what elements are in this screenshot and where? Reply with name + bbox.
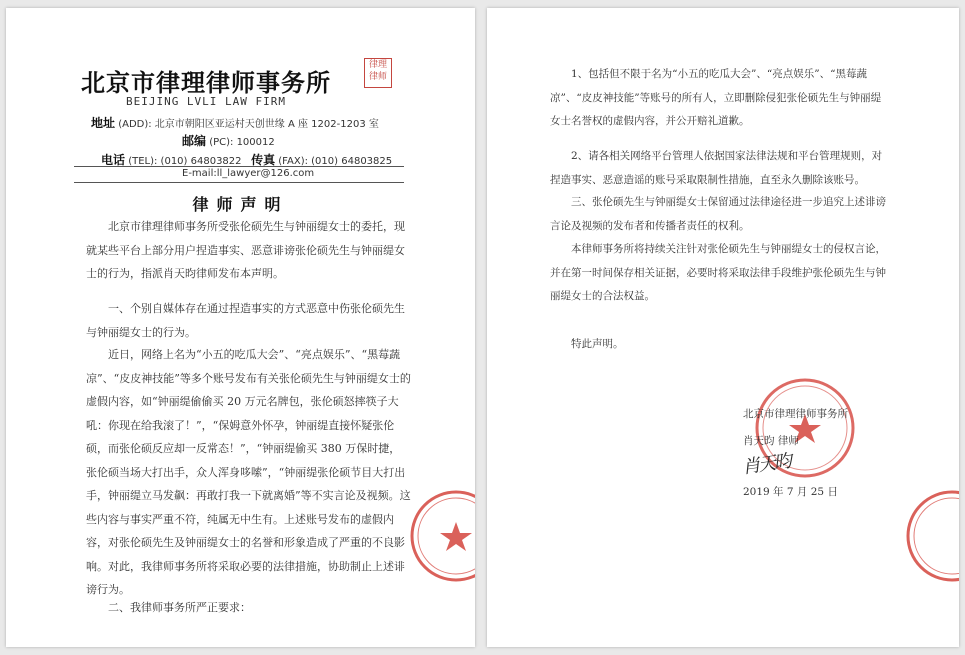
seal-stamp-left	[406, 486, 475, 586]
signature-firm: 北京市律理律师事务所	[743, 408, 848, 420]
header-rule-bottom	[74, 182, 404, 183]
paragraph-section-two: 二、我律师事务所严正要求：	[108, 601, 251, 614]
fax-label: 传真	[251, 153, 276, 167]
address-value: (ADD): 北京市朝阳区亚运村天创世缘 A 座 1202-1203 室	[118, 119, 379, 130]
email-line	[182, 168, 314, 179]
seal-stamp-right-edge	[902, 486, 959, 586]
fax-value: (FAX): (010) 64803825	[278, 156, 393, 167]
signature-mark: 肖天昀	[740, 450, 792, 479]
firm-logo-text: 律理律师	[368, 60, 387, 82]
firm-name-en: BEIJING LVLI LAW FIRM	[125, 95, 287, 108]
address-line	[91, 114, 379, 131]
letter-page-right	[487, 8, 959, 647]
postcode-label: 邮编	[182, 134, 207, 148]
signature-lawyer: 肖天昀 律师	[743, 435, 799, 447]
address-label: 地址	[91, 116, 116, 130]
paragraph-intro: 北京市律理律师事务所受张伦硕先生与钟丽缇女士的委托，现就某些平台上部分用户捏造事实、恶意诽谤张伦硕先生与钟丽缇女士的行为，指派肖天昀律师发布本声明。	[86, 220, 405, 280]
statement-title: 律师声明	[192, 195, 289, 214]
postcode-value: (PC): 100012	[209, 137, 275, 148]
letter-page-left	[6, 8, 475, 647]
email-value: E-mail:ll_lawyer@126.com	[182, 168, 315, 179]
paragraph-details: 近日，网络上名为“小五的吃瓜大会”、“亮点娱乐”、“黑莓蔬凉”、“皮皮神技能”等多个账号发布有关张伦硕先生与钟丽缇女士的虚假内容，如“钟丽缇偷偷买 20 万元名牌包，张伦硕怒摔筷子大吼：你现在给我滚了！”，“保姆意外怀孕，钟丽缇直接怀疑张伦硕，而张伦硕反应却一反常态！”，“钟丽缇偷买 380 万保时捷，张伦硕当场大打出手，众人浑身哆嗦”，“钟丽缇张伦硕节目大打出手，钟丽缇立马发飙：再敢打我一下就离婚”等不实言论及视频。这些内容与事实严重不符，纯属无中生有。上述账号发布的虚假内容，对张伦硕先生及钟丽缇女士的名誉和形象造成了严重的不良影响。对此，我律师事务所将采取必要的法律措施，协助制止上述诽谤行为。	[86, 348, 411, 596]
tel-label: 电话	[101, 153, 126, 167]
paragraph-section-one: 一、个别自媒体存在通过捏造事实的方式恶意中伤张伦硕先生与钟丽缇女士的行为。	[86, 302, 405, 339]
paragraph-demand-two: 2、请各相关网络平台管理人依据国家法律法规和平台管理规则，对捏造事实、恶意造谣的账号采取限制性措施，直至永久删除该账号。	[550, 150, 883, 186]
signature-date: 2019 年 7 月 25 日	[743, 486, 838, 498]
paragraph-demand-one: 1、包括但不限于名为“小五的吃瓜大会”、“亮点娱乐”、“黑莓蔬凉”、“皮皮神技能”等账号的所有人，立即删除侵犯张伦硕先生与钟丽缇女士名誉权的虚假内容，并公开赔礼道歉。	[550, 68, 882, 127]
paragraph-closing: 本律师事务所将持续关注针对张伦硕先生与钟丽缇女士的侵权言论，并在第一时间保存相关证据，必要时将采取法律手段维护张伦硕先生与钟丽缇女士的合法权益。	[550, 243, 886, 302]
firm-name: 北京市律理律师事务所	[81, 69, 331, 97]
header-rule-top	[74, 166, 404, 167]
paragraph-section-three: 三、张伦硕先生与钟丽缇女士保留通过法律途径进一步追究上述诽谤言论及视频的发布者和传播者责任的权利。	[550, 196, 886, 232]
postcode-line	[182, 132, 275, 149]
paragraph-hereby: 特此声明。	[571, 338, 624, 350]
tel-value: (TEL): (010) 64803822	[128, 156, 242, 167]
